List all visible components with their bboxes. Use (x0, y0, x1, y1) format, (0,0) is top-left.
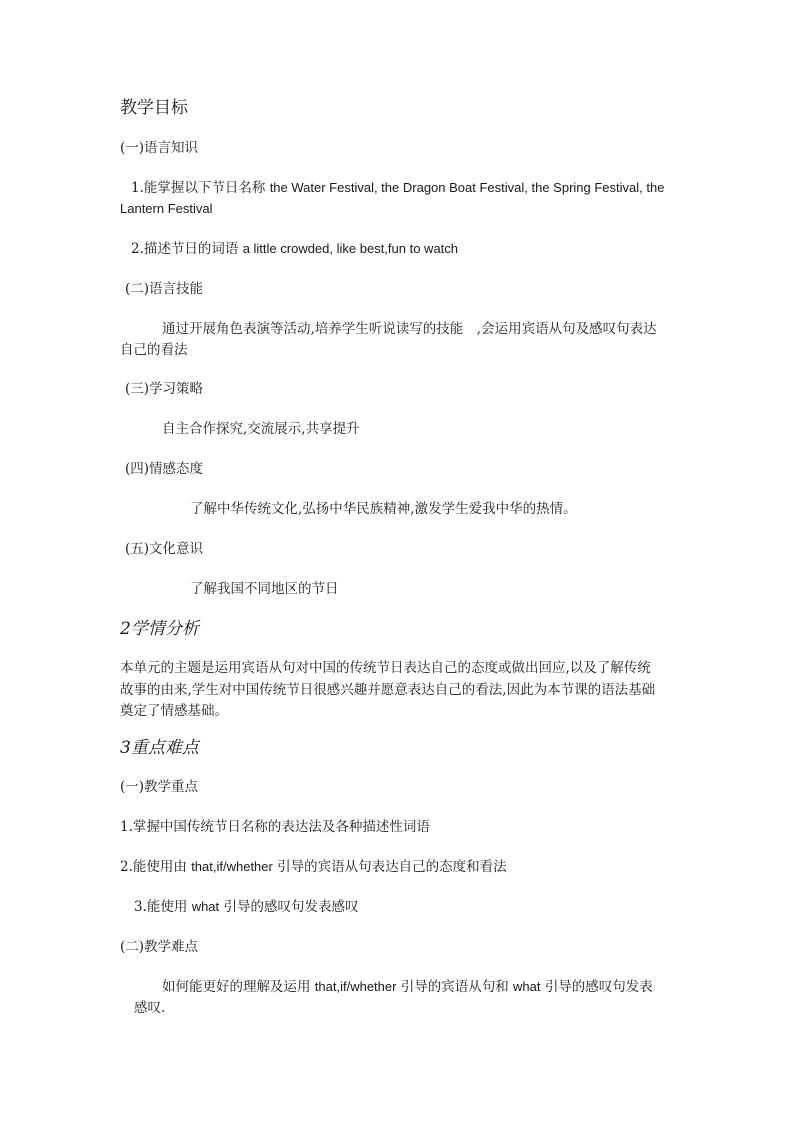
item-prefix: 2.描述节日的词语 (131, 241, 239, 257)
section-heading-cultural-awareness: (五)文化意识 (125, 541, 204, 557)
item-prefix: 1.能掌握以下节日名称 (131, 180, 266, 196)
festival-names-english-cont: Lantern Festival (120, 201, 213, 216)
list-item-focus-3 (134, 897, 358, 917)
item-prefix: 3.能使用 (134, 899, 188, 915)
diff-english-1: that,if/whether (314, 979, 397, 994)
section-heading-teaching-difficulty: (二)教学难点 (120, 939, 199, 955)
list-item-focus-2 (120, 857, 507, 877)
paragraph-cultural-awareness: 了解我国不同地区的节日 (190, 581, 339, 597)
list-item-festival-names-cont (120, 199, 213, 219)
paragraph-learning-strategy: 自主合作探究,交流展示,共享提升 (162, 421, 360, 437)
focus-2-english: that,if/whether (191, 859, 273, 874)
section-title-student-analysis: 2学情分析 (120, 619, 199, 639)
paragraph-student-analysis: 本单元的主题是运用宾语从句对中国的传统节日表达自己的态度或做出回应,以及了解传统 (120, 660, 651, 676)
descriptive-words-english: a little crowded, like best,fun to watch (242, 241, 459, 256)
paragraph-student-analysis-3: 奠定了情感基础。 (120, 703, 228, 719)
list-item-descriptive-words (131, 239, 458, 259)
section-heading-teaching-focus: (一)教学重点 (120, 779, 199, 795)
section-title-key-difficult-points: 3重点难点 (120, 738, 199, 758)
diff-suffix: 引导的感叹句发表 (544, 979, 653, 995)
doc-title: 教学目标 (120, 98, 188, 118)
paragraph-student-analysis-2: 故事的由来,学生对中国传统节日很感兴趣并愿意表达自己的看法,因此为本节课的语法基础 (120, 682, 656, 698)
section-heading-language-skills: (二)语言技能 (125, 281, 204, 297)
diff-prefix: 如何能更好的理解及运用 (162, 979, 311, 995)
diff-english-2: what (513, 979, 541, 994)
section-heading-language-knowledge: (一)语言知识 (120, 140, 199, 156)
section-heading-learning-strategy: (三)学习策略 (125, 381, 204, 397)
focus-3-english: what (191, 899, 220, 914)
paragraph-language-skills: 通过开展角色表演等活动,培养学生听说读写的技能 ,会运用宾语从句及感叹句表达 (162, 321, 657, 337)
paragraph-emotion-attitude: 了解中华传统文化,弘扬中华民族精神,激发学生爱我中华的热情。 (190, 501, 577, 517)
diff-mid: 引导的宾语从句和 (400, 979, 509, 995)
festival-names-english: the Water Festival, the Dragon Boat Festival, the Spring Festival, the (269, 180, 665, 195)
paragraph-teaching-difficulty-cont: 感叹. (134, 1000, 166, 1016)
paragraph-teaching-difficulty (162, 977, 653, 997)
section-heading-emotion-attitude: (四)情感态度 (125, 461, 204, 477)
item-suffix: 引导的宾语从句表达自己的态度和看法 (277, 859, 507, 875)
paragraph-language-skills-cont: 自己的看法 (120, 342, 188, 358)
item-prefix: 2.能使用由 (120, 859, 187, 875)
list-item-festival-names (131, 178, 664, 198)
list-item-focus-1: 1.掌握中国传统节日名称的表达法及各种描述性词语 (120, 819, 430, 835)
item-suffix: 引导的感叹句发表感叹 (223, 899, 359, 915)
